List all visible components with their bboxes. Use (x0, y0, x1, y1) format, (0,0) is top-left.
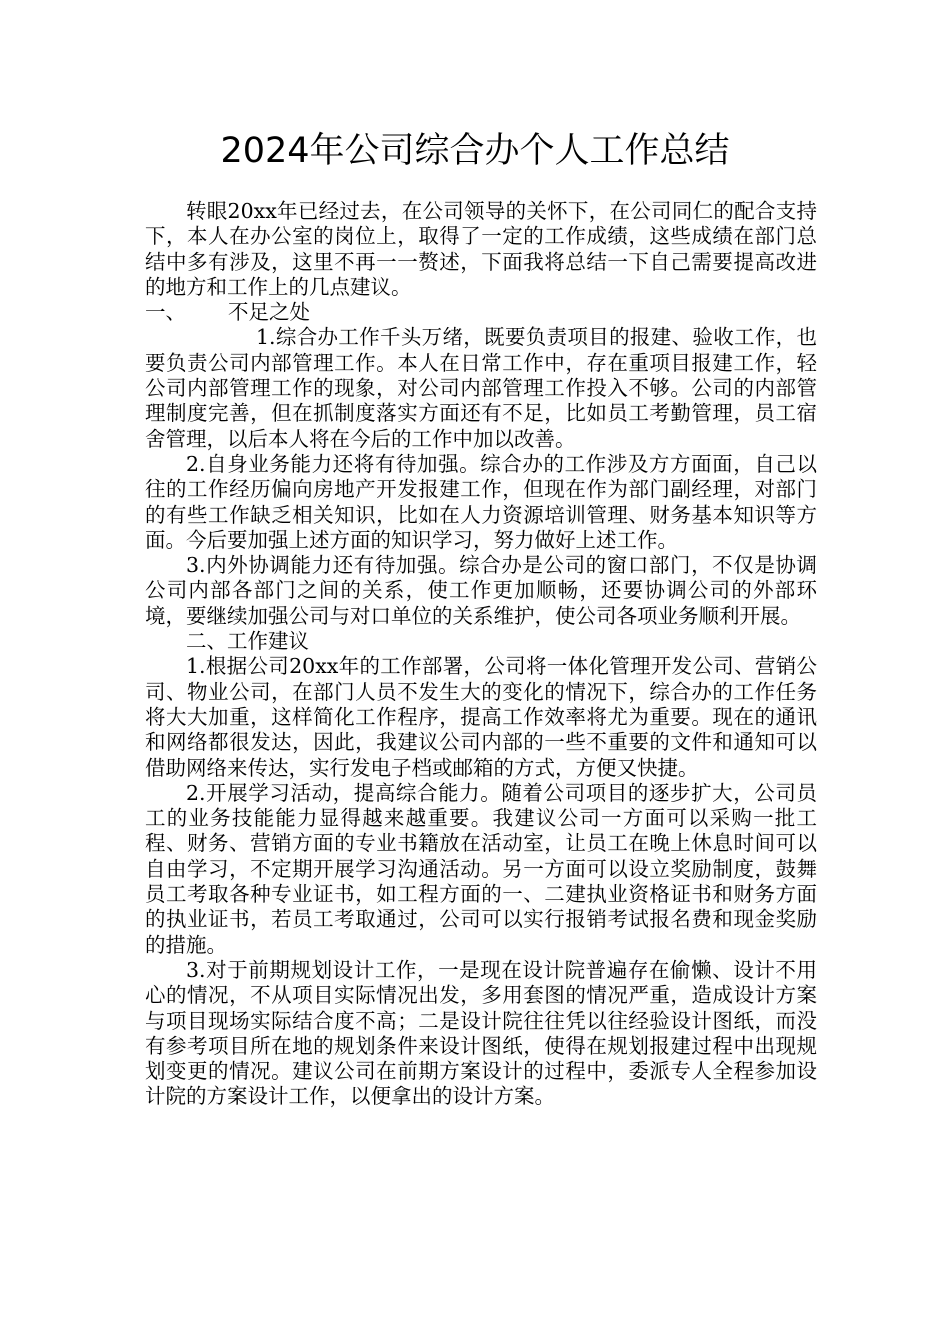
document-title: 2024年公司综合办个人工作总结 (220, 131, 730, 171)
section1-item-3: 3.内外协调能力还有待加强。综合办是公司的窗口部门，不仅是协调公司内部各部门之间的关系，使工作更加顺畅，还要协调公司的外部环境，要继续加强公司与对口单位的关系维护，使公司各项业务顺利开展。 (145, 553, 817, 628)
section2-item-3: 3.对于前期规划设计工作，一是现在设计院普遍存在偷懒、设计不用心的情况，不从项目实际情况出发，多用套图的情况严重，造成设计方案与项目现场实际结合度不高；二是设计院往往凭以往经验设计图纸，而没有参考项目所在地的规划条件来设计图纸，使得在规划报建过程中出现规划变更的情况。建议公司在前期方案设计的过程中，委派专人全程参加设计院的方案设计工作，以便拿出的设计方案。 (145, 957, 817, 1109)
section1-heading (145, 300, 817, 325)
section1-number: 一、 (145, 300, 186, 325)
section2-item-2: 2.开展学习活动，提高综合能力。随着公司项目的逐步扩大，公司员工的业务技能能力显得越来越重要。我建议公司一方面可以采购一批工程、财务、营销方面的专业书籍放在活动室，让员工在晚上休息时间可以自由学习，不定期开展学习沟通活动。另一方面可以设立奖励制度，鼓舞员工考取各种专业证书，如工程方面的一、二建执业资格证书和财务方面的执业证书，若员工考取通过，公司可以实行报销考试报名费和现金奖励的措施。 (145, 780, 817, 957)
intro-paragraph: 转眼20xx年已经过去，在公司领导的关怀下，在公司同仁的配合支持下，本人在办公室的岗位上，取得了一定的工作成绩，这些成绩在部门总结中多有涉及，这里不再一一赘述，下面我将总结一下自己需要提高改进的地方和工作上的几点建议。 (145, 199, 817, 299)
section2-item-1: 1.根据公司20xx年的工作部署，公司将一体化管理开发公司、营销公司、物业公司，在部门人员不发生大的变化的情况下，综合办的工作任务将大大加重，这样简化工作程序，提高工作效率将尤为重要。现在的通讯和网络都很发达，因此，我建议公司内部的一些不重要的文件和通知可以借助网络来传达，实行发电子档或邮箱的方式，方便又快捷。 (145, 654, 817, 780)
section2-heading: 二、工作建议 (186, 629, 309, 654)
section1-heading-text: 不足之处 (228, 300, 310, 325)
document-body (145, 199, 817, 1110)
section1-item-1: 1.综合办工作千头万绪，既要负责项目的报建、验收工作，也要负责公司内部管理工作。本人在日常工作中，存在重项目报建工作，轻公司内部管理工作的现象，对公司内部管理工作投入不够。公司的内部管理制度完善，但在抓制度落实方面还有不足，比如员工考勤管理，员工宿舍管理，以后本人将在今后的工作中加以改善。 (145, 325, 817, 451)
section1-item-2: 2.自身业务能力还将有待加强。综合办的工作涉及方方面面，自己以往的工作经历偏向房地产开发报建工作，但现在作为部门副经理，对部门的有些工作缺乏相关知识，比如在人力资源培训管理、财务基本知识等方面。今后要加强上述方面的知识学习，努力做好上述工作。 (145, 451, 817, 552)
